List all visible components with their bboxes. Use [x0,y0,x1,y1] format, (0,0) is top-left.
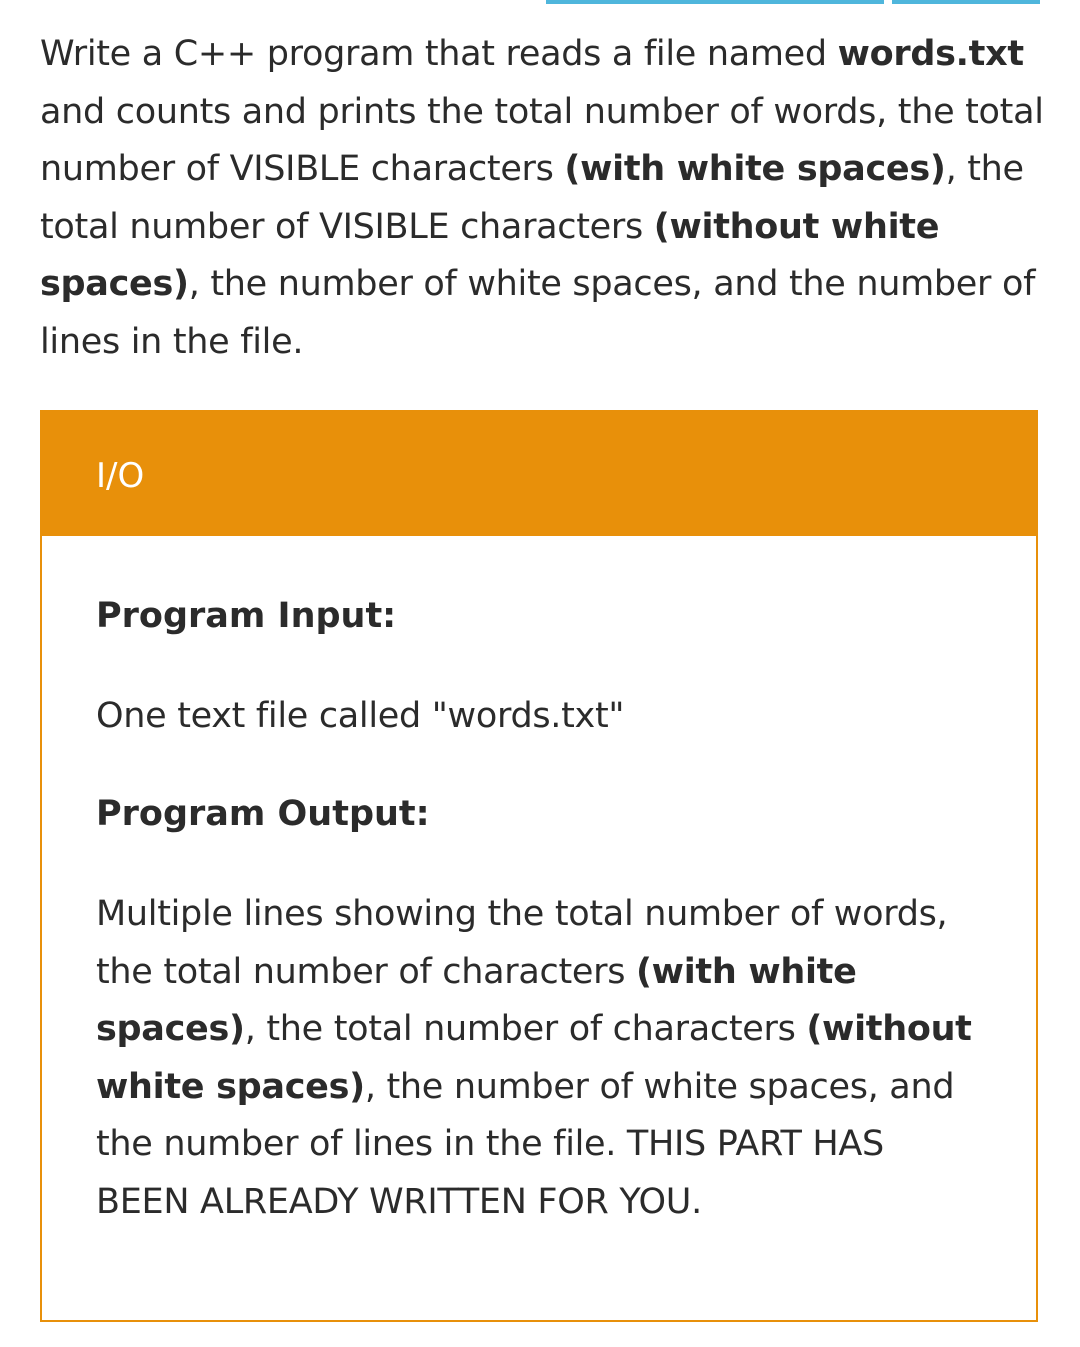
intro-text: and counts and prints the total number of words, the total number of VISIBLE characters [40,91,1044,189]
output-text: Multiple lines showing the total number of words, the total number of characters [96,894,948,992]
output-emphasis: (with white spaces) [96,951,857,1049]
intro-text: , the number of white spaces, and the number of lines in the file. [40,264,1036,362]
intro-text: Write a C++ program that reads a file named [40,34,838,74]
program-output-text [96,886,976,1231]
problem-statement [40,26,1050,371]
output-text: , the number of white spaces, and the number of lines in the file. THIS PART HAS BEEN ALREADY WRITTEN FOR YOU. [96,1066,955,1222]
top-tab-bar [0,0,1080,6]
program-input-heading: Program Input: [96,596,397,636]
output-emphasis: (without white spaces) [96,1009,972,1107]
intro-emphasis: (with white spaces) [564,149,946,189]
intro-filename: words.txt [837,34,1024,74]
io-panel [40,410,1038,1322]
program-output-heading: Program Output: [96,794,430,834]
tab-indicator[interactable] [546,0,884,4]
intro-emphasis: (without white spaces) [40,206,940,304]
tab-indicator[interactable] [892,0,1040,4]
intro-text: , the total number of VISIBLE characters [40,149,1024,247]
output-text: , the total number of characters [244,1009,807,1049]
io-panel-header [42,412,1036,536]
io-panel-title: I/O [96,456,145,496]
program-input-text: One text file called "words.txt" [96,696,625,736]
